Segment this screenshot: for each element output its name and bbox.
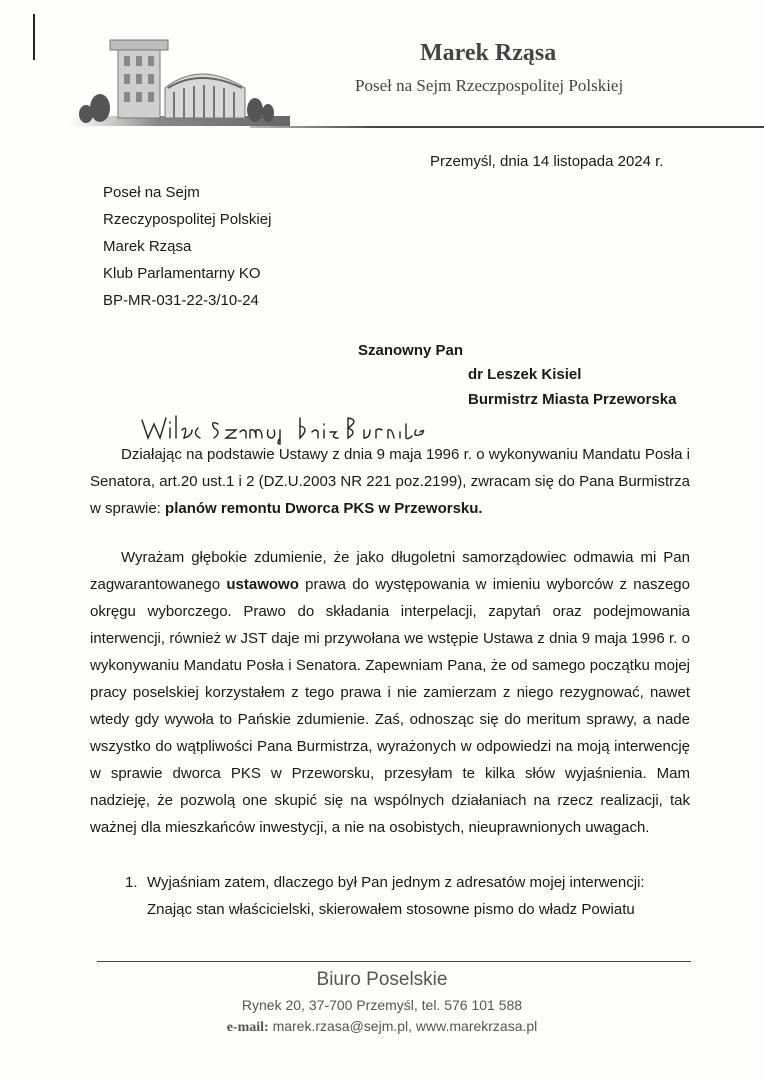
paragraph-subject: planów remontu Dworca PKS w Przeworsku. xyxy=(165,500,483,517)
paragraph-text: Wyrażam głębokie zdumienie, że jako długoletni samorządowiec odmawia mi Pan zagwarantowanego xyxy=(90,549,690,593)
paragraph-legal-basis xyxy=(90,441,690,522)
date-line: Przemyśl, dnia 14 listopada 2024 r. xyxy=(430,153,664,170)
list-item xyxy=(125,869,690,923)
recipient-title: Burmistrz Miasta Przeworska xyxy=(468,391,677,408)
footer-email-label: e-mail: xyxy=(226,1020,269,1035)
sender-line: Marek Rząsa xyxy=(103,238,192,255)
recipient-salutation: Szanowny Pan xyxy=(358,342,464,359)
sender-line: Rzeczypospolitej Polskiej xyxy=(103,211,272,228)
scan-edge-mark xyxy=(33,14,35,60)
footer-rule xyxy=(97,961,691,962)
footer-office-title: Biuro Poselskie xyxy=(316,969,448,990)
sender-line: Klub Parlamentarny KO xyxy=(103,265,261,282)
header-subtitle: Poseł na Sejm Rzeczpospolitej Polskiej xyxy=(355,76,624,95)
sender-line: Poseł na Sejm xyxy=(103,184,200,201)
header-rule xyxy=(250,126,764,128)
recipient-name: dr Leszek Kisiel xyxy=(468,366,582,383)
list-item-number: 1. xyxy=(125,874,138,891)
sender-reference: BP-MR-031-22-3/10-24 xyxy=(103,292,259,309)
list-item-text: Wyjaśniam zatem, dlaczego był Pan jednym z adresatów mojej interwencji: Znając stan właścicielski, skierowałem stosowne pismo do władz Powiatu xyxy=(147,874,645,918)
paragraph-text: prawa do występowania w imieniu wyborców z naszego okręgu wyborczego. Prawo do składania interpelacji, zapytań oraz podejmowania interwencji, również w JST daje mi przywołana we wstępie Ustawa z dnia 9 maja 1996 r. o wykonywaniu Mandatu Posła i Senatora. Zapewniam Pana, że od samego początku mojej pracy poselskiej korzystałem z tego prawa i nie zamierzam z niego rezygnować, nawet wtedy gdy wywoła to Pańskie zdumienie. Zaś, odnosząc się do meritum sprawy, a nade wszystko do wątpliwości Pana Burmistrza, wyrażonych w odpowiedzi na moją interwencję w sprawie dworca PKS w Przeworsku, przesyłam te kilka słów wyjaśnienia. Mam nadzieję, że pozwolą one skupić się na wspólnych działaniach na rzecz realizacji, tak ważnej dla mieszkańców inwestycji, a nie na osobistych, nieuprawnionych uwagach. xyxy=(90,576,690,836)
footer-contact xyxy=(0,1018,764,1036)
footer-address: Rynek 20, 37-700 Przemyśl, tel. 576 101 588 xyxy=(241,997,523,1013)
paragraph-emphasis: ustawowo xyxy=(226,576,299,593)
paragraph-text: Działając na podstawie Ustawy z dnia 9 maja 1996 r. o wykonywaniu Mandatu Posła i Senatora, art.20 ust.1 i 2 (DZ.U.2003 NR 221 poz.2199), zwracam się do Pana Burmistrza w sprawie: xyxy=(90,446,690,517)
header-name: Marek Rząsa xyxy=(420,40,557,66)
sender-block xyxy=(103,179,271,314)
paragraph-main xyxy=(90,544,690,841)
sejm-building-logo xyxy=(70,38,290,133)
footer-email-link[interactable]: marek.rzasa@sejm.pl, www.marekrzasa.pl xyxy=(272,1018,538,1034)
